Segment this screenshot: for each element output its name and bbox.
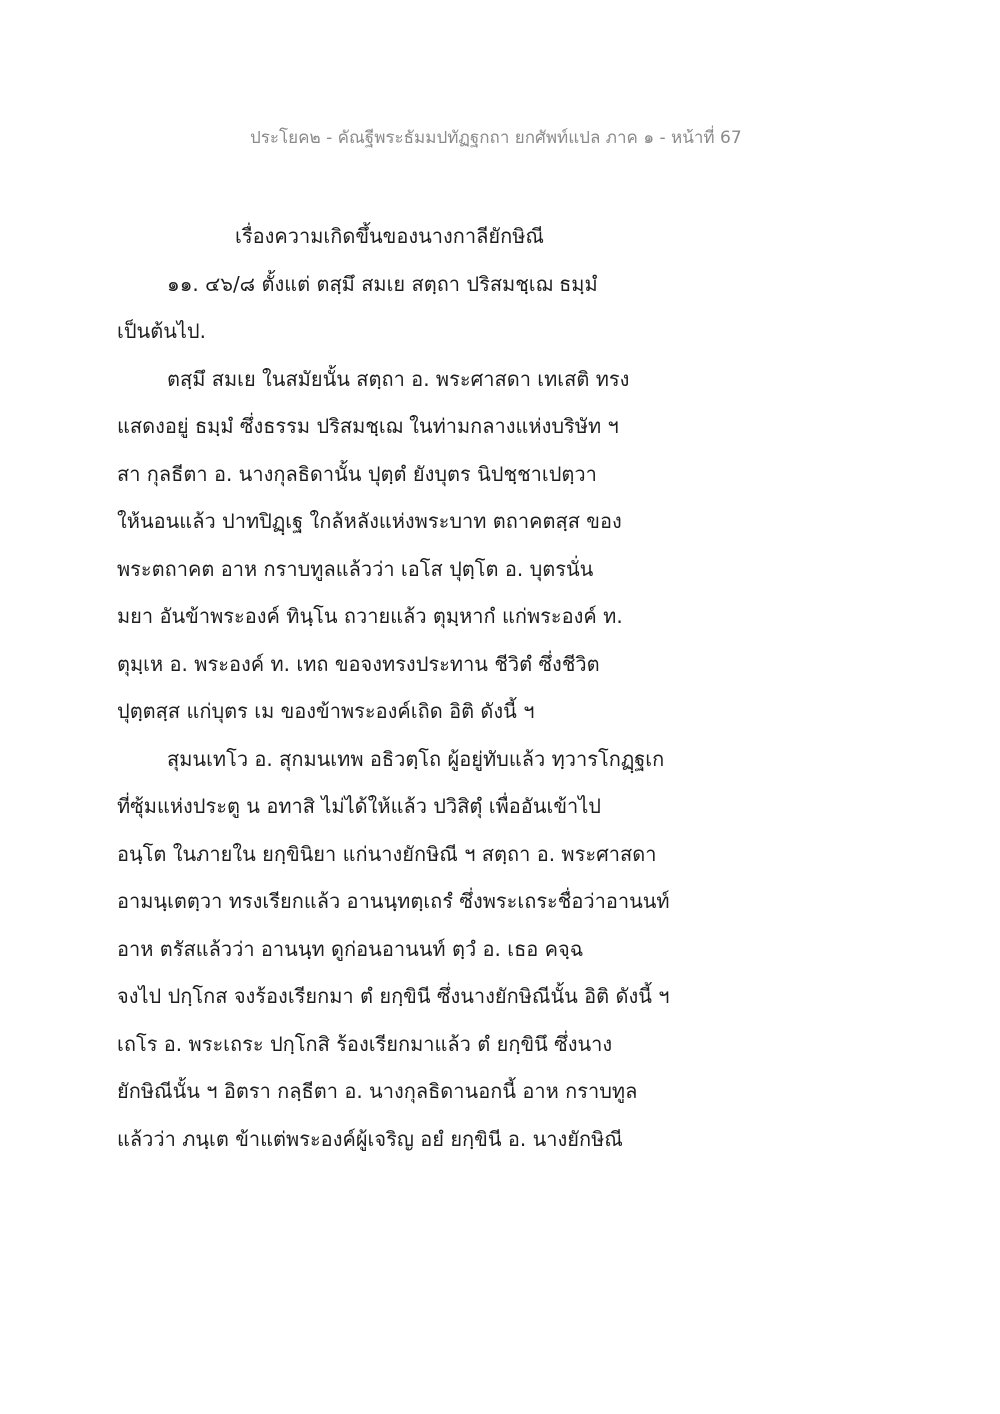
text-line: เป็นต้นไป.	[117, 319, 206, 343]
text-line: ตสฺมึ สมเย ในสมัยนั้น สตฺถา อ. พระศาสดา เทเสติ ทรง	[167, 366, 630, 391]
text-line: จงไป ปกฺโกส จงร้องเรียกมา ตํ ยกฺขินี ซึ่งนางยักษิณีนั้น อิติ ดังนี้ ฯ	[117, 984, 670, 1008]
text-line: ปุตฺตสฺส แก่บุตร เม ของข้าพระองค์เถิด อิติ ดังนี้ ฯ	[117, 699, 535, 723]
text-line: ๑๑. ๔๖/๘ ตั้งแต่ ตสฺมึ สมเย สตฺถา ปริสมชฺเฌ ธมฺมํ	[167, 271, 598, 296]
text-line: แสดงอยู่ ธมฺมํ ซึ่งธรรม ปริสมชฺเฌ ในท่ามกลางแห่งบริษัท ฯ	[117, 414, 619, 438]
text-line: ตุมฺเห อ. พระองค์ ท. เทถ ขอจงทรงประทาน ชีวิตํ ซึ่งชีวิต	[117, 651, 600, 676]
text-line: ที่ซุ้มแห่งประตู น อทาสิ ไม่ได้ให้แล้ว ปวิสิตุํ เพื่ออันเข้าไป	[117, 794, 601, 818]
text-line: พระตถาคต อาห กราบทูลแล้วว่า เอโส ปุตฺโต อ. บุตรนั่น	[117, 556, 594, 581]
text-line: สา กุลธีตา อ. นางกุลธิดานั้น ปุตฺตํ ยังบุตร นิปชฺชาเปตฺวา	[117, 461, 597, 486]
text-line: อาห ตรัสแล้วว่า อานนฺท ดูก่อนอานนท์ ตฺวํ อ. เธอ คจฺฉ	[117, 936, 584, 961]
text-line: มยา อันข้าพระองค์ ทินฺโน ถวายแล้ว ตุมฺหากํ แก่พระองค์ ท.	[117, 604, 623, 628]
text-line: อนฺโต ในภายใน ยกฺขินิยา แก่นางยักษิณี ฯ สตฺถา อ. พระศาสดา	[117, 841, 657, 866]
text-line: เถโร อ. พระเถระ ปกฺโกสิ ร้องเรียกมาแล้ว ตํ ยกฺขินึ ซึ่งนาง	[117, 1031, 613, 1056]
text-line: ยักษิณีนั้น ฯ อิตรา กลฺธีตา อ. นางกุลธิดานอกนี้ อาห กราบทูล	[117, 1079, 638, 1103]
text-line: แล้วว่า ภนฺเต ข้าแต่พระองค์ผู้เจริญ อยํ ยกฺขินี อ. นางยักษิณี	[117, 1126, 623, 1151]
section-title: เรื่องความเกิดขึ้นของนางกาลียักษิณี	[235, 224, 544, 248]
text-line: ให้นอนแล้ว ปาทปิฏฺเฐ ใกล้หลังแห่งพระบาท ตถาคตสฺส ของ	[117, 509, 622, 533]
text-line: อามนฺเตตฺวา ทรงเรียกแล้ว อานนฺทตฺเถรํ ซึ่งพระเถระชื่อว่าอานนท์	[117, 889, 670, 913]
body-text	[117, 213, 737, 1163]
running-header: ประโยค๒ - คัณฐีพระธัมมปทัฏฐกถา ยกศัพท์แปล ภาค ๑ - หน้าที่ 67	[250, 128, 742, 148]
text-line: สุมนเทโว อ. สุกมนเทพ อธิวตฺโถ ผู้อยู่ทับแล้ว ทฺวารโกฏฺฐเก	[167, 746, 665, 771]
